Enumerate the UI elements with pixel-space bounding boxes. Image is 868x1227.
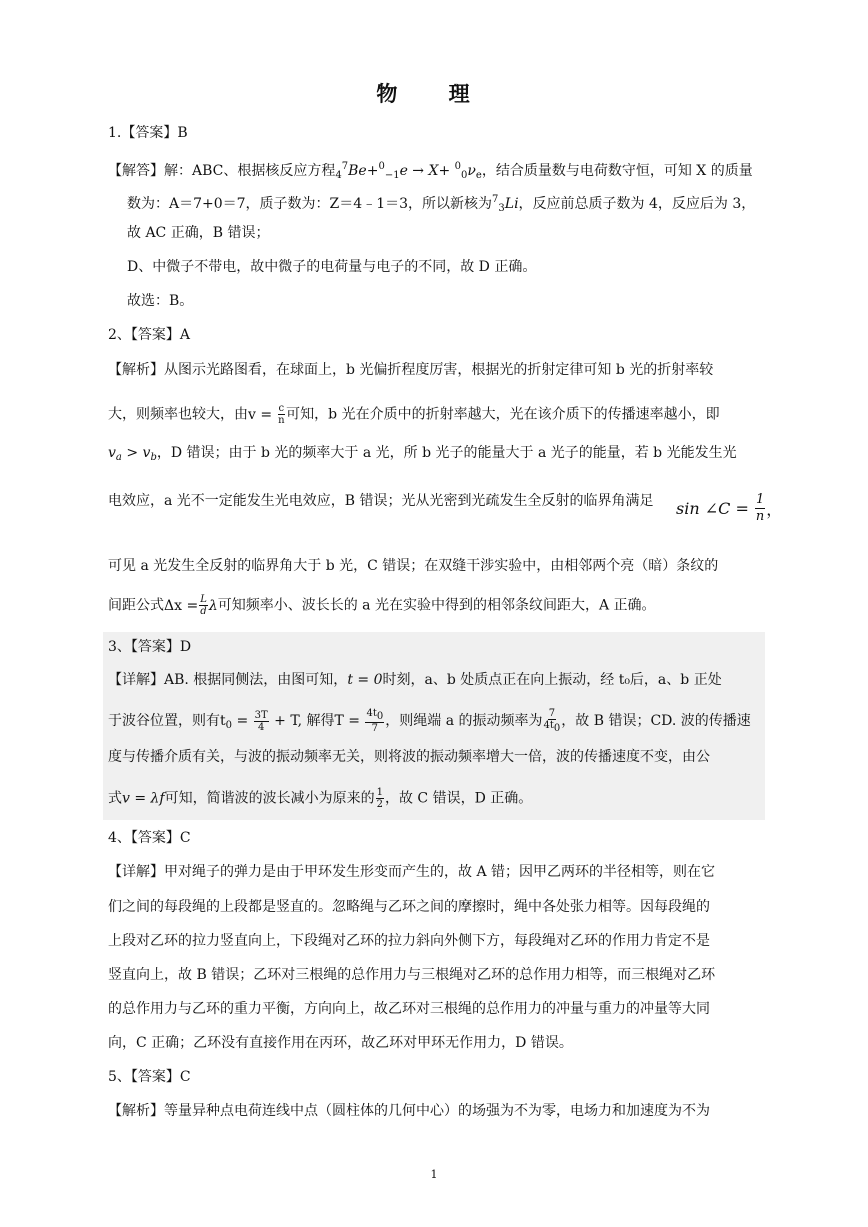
fringe-spacing-formula: Δx = $\frac{L}{d}$ λ — [164, 594, 218, 617]
q5-line-1: 【解析】等量异种点电荷连线中点（圆柱体的几何中心）的场强为不为零，电场力和加速度为不为 — [108, 1103, 710, 1119]
q2-line-4: 电效应，a 光不一定能发生光电效应，B 错误；光从光密到光疏发生全反射的临界角满足 — [108, 493, 654, 509]
velocity-formula: v = $\frac{c}{n}$ — [248, 403, 285, 426]
q3-line-1: 【详解】AB. 根据同侧法，由图可知，t = 0时刻，a、b 处质点正在向上振动，经 t₀后，a、b 正处 — [108, 672, 722, 688]
page-title: 物 理 — [376, 81, 492, 106]
period-equation: $t_0$ = $\frac{3T}{4}$ + T, 解得T = $\frac{4t0}{7}$ — [220, 708, 384, 734]
q4-line-4: 竖直向上，故 B 错误；乙环对三根绳的总作用力与三根绳对乙环的总作用力相等，而三根绳对乙环 — [108, 967, 716, 983]
q2-line-6: 间距公式Δx = $\frac{L}{d}$ λ可知频率小、波长长的 a 光在实验中得到的相邻条纹间距大，A 正确。 — [108, 594, 656, 617]
q1-line-3: 故 AC 正确，B 错误； — [127, 225, 270, 241]
q2-answer: 2、【答案】A — [108, 327, 191, 343]
q2-line-5: 可见 a 光发生全反射的临界角大于 b 光，C 错误；在双缝干涉实验中，由相邻两个亮（暗）条纹的 — [108, 558, 719, 574]
q1-answer: 1.【答案】B — [108, 125, 188, 141]
frequency-value: $\frac{7}{4t0}$ — [543, 708, 561, 734]
q1-line-4: D、中微子不带电，故中微子的电荷量与电子的不同，故 D 正确。 — [127, 259, 537, 275]
time-zero: t = 0 — [347, 672, 383, 688]
q1-line-1: 【解答】解：ABC、根据核反应方程$_4^7Be+^0_{-1}e \to X+ ^0_0\nu_e$，结合质量数与电荷数守恒，可知 X 的质量 — [108, 161, 753, 181]
q4-answer: 4、【答案】C — [108, 830, 191, 846]
q4-line-6: 向，C 正确；乙环没有直接作用在丙环，故乙环对甲环无作用力，D 错误。 — [108, 1035, 573, 1051]
q2-line-1: 【解析】从图示光路图看，在球面上，b 光偏折程度厉害，根据光的折射定律可知 b 光的折射率较 — [108, 362, 714, 378]
critical-angle-formula: sin ∠C = $\frac{1}{n}$ ， — [676, 492, 783, 524]
q3-line-4: 式v = λf可知，简谐波的波长减小为原来的 $\frac{1}{2}$ ，故 C 错误，D 正确。 — [108, 787, 533, 810]
q1-line-5: 故选：B。 — [127, 293, 194, 309]
q4-line-2: 们之间的每段绳的上段都是竖直的。忽略绳与乙环之间的摩擦时，绳中各处张力相等。因每段绳的 — [108, 899, 710, 915]
new-nucleus: $^7_3$Li — [492, 194, 519, 214]
nuclear-equation: $_4^7Be+^0_{-1}e \to X+ ^0_0\nu_e$ — [335, 161, 482, 181]
q3-line-3: 度与传播介质有关，与波的振动频率无关，则将波的振动频率增大一倍，波的传播速度不变，由公 — [108, 749, 710, 765]
speed-inequality: $v_a > v_b$ — [108, 445, 157, 463]
q2-line-2: 大，则频率也较大，由v = $\frac{c}{n}$ 可知，b 光在介质中的折射率越大，光在该介质下的传播速率越小，即 — [108, 403, 720, 426]
q3-line-2: 于波谷位置，则有$t_0$ = $\frac{3T}{4}$ + T, 解得T = $\frac{4t0}{7}$ ，则绳端 a 的振动频率为 $\frac{7}{4t0}$ ，故 B 错误；CD. 波的传播速 — [108, 708, 751, 734]
q4-line-3: 上段对乙环的拉力竖直向上，下段绳对乙环的拉力斜向外侧下方，每段绳对乙环的作用力肯定不是 — [108, 933, 710, 949]
q4-line-5: 的总作用力与乙环的重力平衡，方向向上，故乙环对三根绳的总作用力的冲量与重力的冲量等大同 — [108, 1001, 710, 1017]
q3-answer: 3、【答案】D — [108, 639, 192, 655]
q4-line-1: 【详解】甲对绳子的弹力是由于甲环发生形变而产生的，故 A 错；因甲乙两环的半径相等，则在它 — [108, 864, 716, 880]
page-number: 1 — [430, 1168, 438, 1181]
q5-answer: 5、【答案】C — [108, 1069, 191, 1085]
wave-speed-formula: v = λf — [122, 790, 165, 807]
q1-line-2: 数为：A＝7+0＝7，质子数为：Z＝4﹣1＝3，所以新核为$^7_3$Li，反应前总质子数为 4，反应后为 3， — [127, 194, 756, 214]
half-fraction: $\frac{1}{2}$ — [376, 787, 383, 810]
q2-line-3: $v_a > v_b$，D 错误；由于 b 光的频率大于 a 光，所 b 光子的能量大于 a 光子的能量，若 b 光能发生光 — [108, 445, 737, 463]
